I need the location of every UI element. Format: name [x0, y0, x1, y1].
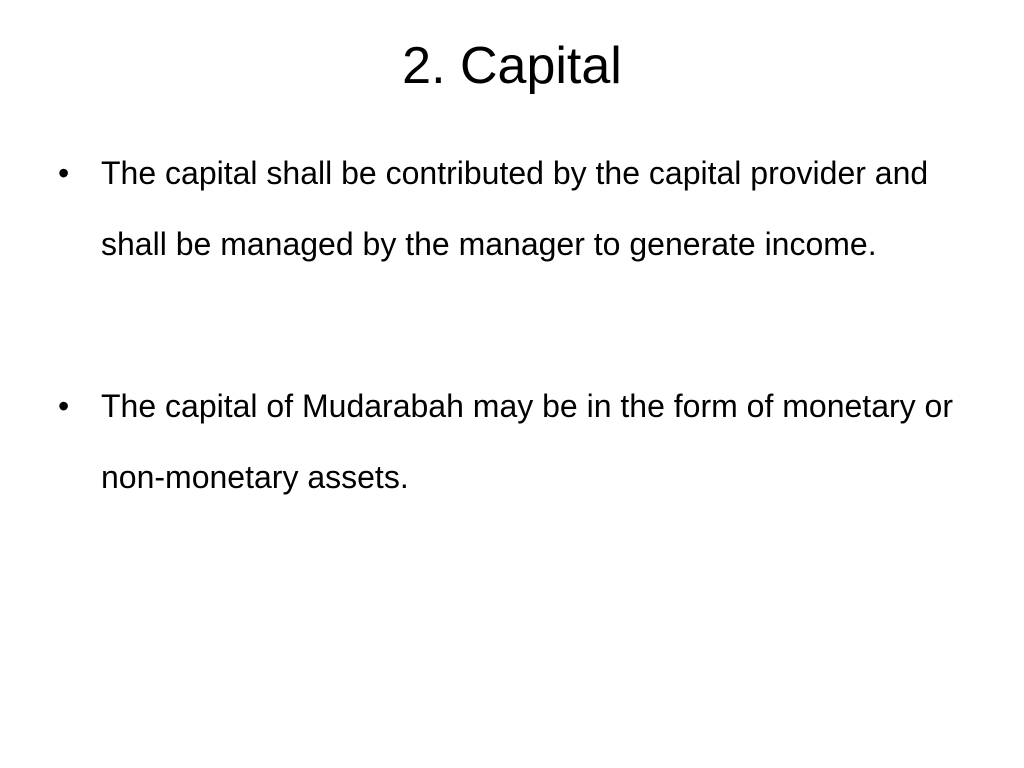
bullet-icon: • — [58, 388, 70, 424]
bullet-list — [58, 138, 958, 513]
bullet-item-capital-contribution — [58, 138, 958, 280]
bullet-icon: • — [58, 155, 70, 191]
bullet-text: The capital shall be contributed by the capital provider and shall be managed by the manager to generate income. — [101, 155, 929, 262]
slide-title: 2. Capital — [402, 37, 622, 95]
bullet-item-capital-form — [58, 371, 958, 513]
bullet-text: The capital of Mudarabah may be in the form of monetary or non-monetary assets. — [101, 388, 953, 495]
